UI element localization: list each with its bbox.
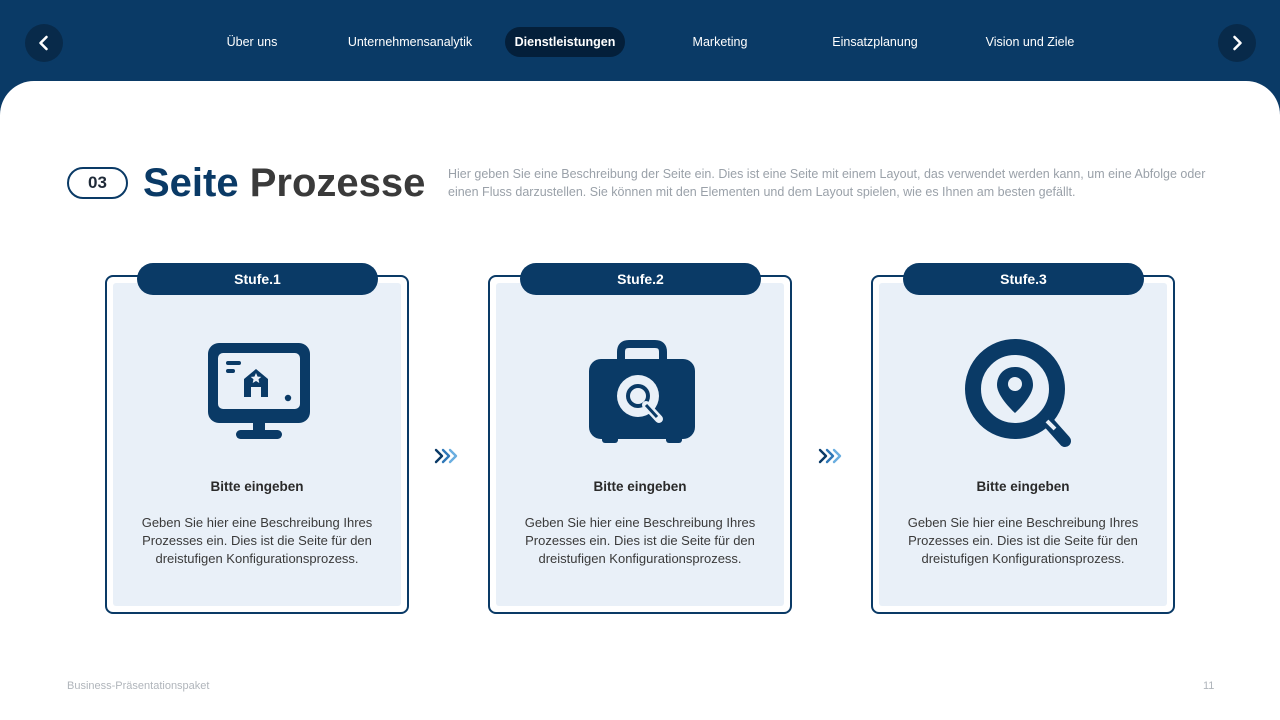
step-description-1: Geben Sie hier eine Beschreibung Ihres Prozesses ein. Dies ist die Seite für den dreistufigen Konfigurationsprozess. xyxy=(141,515,373,566)
magnifier-location-icon xyxy=(965,337,1085,449)
step-description-2: Geben Sie hier eine Beschreibung Ihres Prozesses ein. Dies ist die Seite für den dreistufigen Konfigurationsprozess. xyxy=(524,515,756,566)
page-title-part1: Seite xyxy=(143,161,239,205)
tab-marketing[interactable]: Marketing xyxy=(692,35,748,49)
step-card-1 xyxy=(105,271,409,614)
tab-unternehmensanalytik[interactable]: Unternehmensanalytik xyxy=(347,35,473,49)
previous-button[interactable] xyxy=(25,24,63,62)
page-title xyxy=(143,158,425,208)
step-description-3: Geben Sie hier eine Beschreibung Ihres Prozesses ein. Dies ist die Seite für den dreistufigen Konfigurationsprozess. xyxy=(907,515,1139,566)
chevrons-arrow-icon xyxy=(817,446,847,466)
chevron-right-icon xyxy=(1228,34,1246,52)
tab-dienstleistungen[interactable]: Dienstleistungen xyxy=(505,27,625,57)
footer-title: Business-Präsentationspaket xyxy=(67,680,210,692)
tab-ueber-uns[interactable]: Über uns xyxy=(226,35,278,49)
step-label-2: Stufe.2 xyxy=(520,263,761,295)
step-label-1: Stufe.1 xyxy=(137,263,378,295)
section-number-badge: 03 xyxy=(67,167,128,199)
step-heading-3: Bitte eingeben xyxy=(976,479,1070,494)
step-heading-2: Bitte eingeben xyxy=(593,479,687,494)
next-button[interactable] xyxy=(1218,24,1256,62)
page-title-part2: Prozesse xyxy=(249,161,426,205)
tab-vision-und-ziele[interactable]: Vision und Ziele xyxy=(985,35,1075,49)
chevrons-arrow-icon xyxy=(433,446,463,466)
tab-einsatzplanung[interactable]: Einsatzplanung xyxy=(832,35,918,49)
top-navigation-bar xyxy=(0,0,1280,90)
page-description: Hier geben Sie eine Beschreibung der Seite ein. Dies ist eine Seite mit einem Layout, das verwendet werden kann, um eine Abfolge oder einen Fluss darzustellen. Sie können mit den Elementen und dem Layout spielen, wie es Ihnen am besten gefällt. xyxy=(448,167,1206,199)
chevron-left-icon xyxy=(35,34,53,52)
step-card-3 xyxy=(871,271,1175,614)
step-card-2 xyxy=(488,271,792,614)
page-number: 11 xyxy=(1203,680,1215,692)
step-label-3: Stufe.3 xyxy=(903,263,1144,295)
step-heading-1: Bitte eingeben xyxy=(210,479,304,494)
briefcase-search-icon xyxy=(582,337,702,449)
monitor-house-icon xyxy=(199,337,319,449)
